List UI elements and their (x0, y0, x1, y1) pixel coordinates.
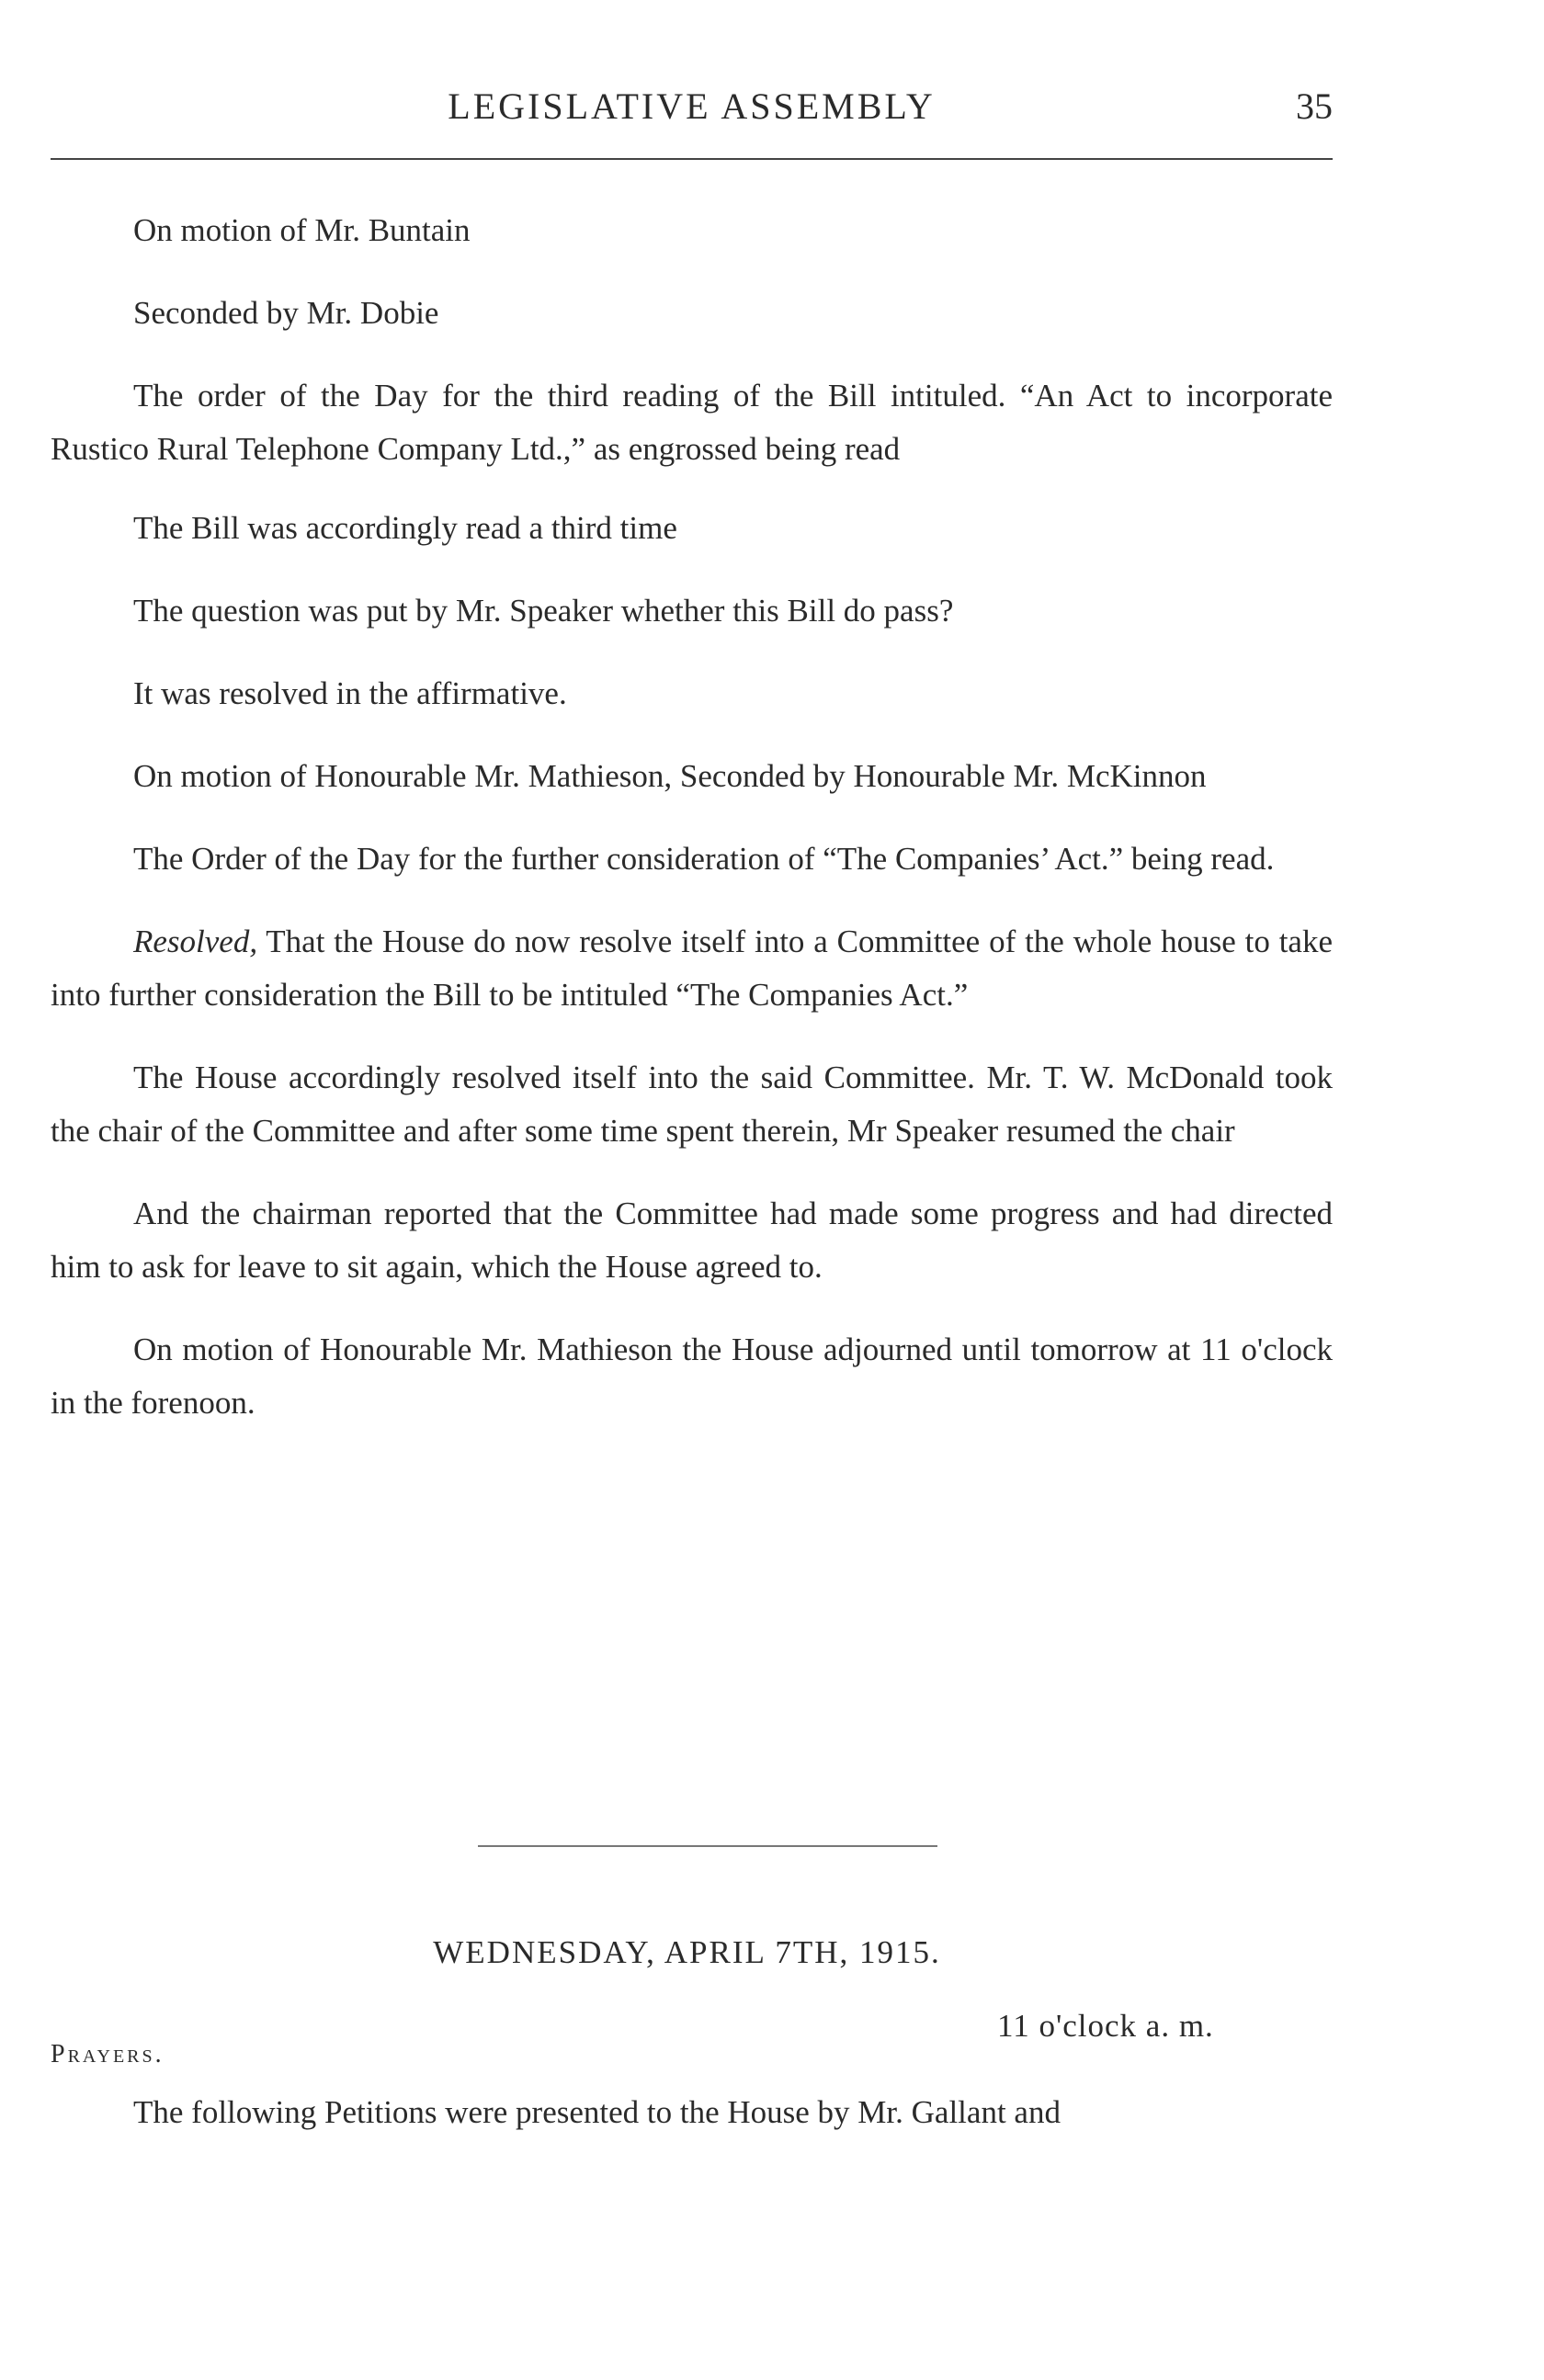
paragraph-resolved-committee (51, 915, 1333, 1022)
paragraph-motion-buntain: On motion of Mr. Buntain (133, 212, 471, 248)
page-header (51, 81, 1333, 136)
running-title: LEGISLATIVE ASSEMBLY (448, 85, 936, 127)
paragraph-petitions: The following Petitions were presented to the House by Mr. Gallant and (133, 2094, 1061, 2130)
paragraph-order-third-reading: The order of the Day for the third reading of the Bill intituled. “An Act to incorporate Rustico Rural Telephone Company Ltd.,” as engrossed being read (51, 378, 1333, 467)
paragraph-committee-sitting: The House accordingly resolved itself into the said Committee. Mr. T. W. McDonald took the chair of the Committee and after some time spent therein, Mr Speaker resumed the chair (51, 1060, 1333, 1149)
section-divider (478, 1845, 937, 1847)
prayers-heading: Prayers. (51, 2040, 165, 2068)
paragraph-question-put: The question was put by Mr. Speaker whether this Bill do pass? (133, 593, 954, 629)
resolved-text: That the House do now resolve itself into a Committee of the whole house to take into further consideration the Bill to be intituled “The Companies Act.” (51, 924, 1333, 1013)
paragraph-adjournment: On motion of Honourable Mr. Mathieson the House adjourned until tomorrow at 11 o'clock in the forenoon. (51, 1332, 1333, 1421)
header-rule (51, 158, 1333, 160)
page-number: 35 (1296, 85, 1333, 127)
paragraph-seconded-dobie: Seconded by Mr. Dobie (133, 295, 439, 331)
paragraph-chairman-report: And the chairman reported that the Committee had made some progress and had directed him to ask for leave to sit again, which the House agreed to. (51, 1196, 1333, 1285)
paragraph-resolved-affirmative: It was resolved in the affirmative. (133, 675, 567, 711)
paragraph-bill-read: The Bill was accordingly read a third time (133, 510, 677, 546)
sitting-date: WEDNESDAY, APRIL 7TH, 1915. (433, 1934, 941, 1970)
paragraph-motion-mathieson: On motion of Honourable Mr. Mathieson, Seconded by Honourable Mr. McKinnon (133, 758, 1207, 794)
journal-body (51, 204, 1333, 1430)
paragraph-order-companies-act: The Order of the Day for the further consideration of “The Companies’ Act.” being read. (133, 841, 1275, 877)
resolved-label: Resolved, (133, 924, 258, 959)
sitting-time: 11 o'clock a. m. (997, 2008, 1214, 2044)
